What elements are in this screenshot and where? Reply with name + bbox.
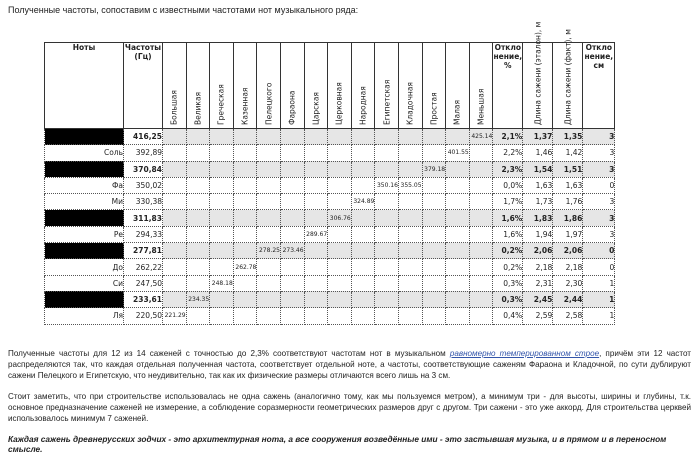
header-category-9-label: Египетская [382, 79, 392, 125]
header-freq: Частоты (Гц) [124, 43, 163, 129]
category-value-cell [257, 145, 281, 161]
header-category-2-label: Греческая [216, 84, 226, 125]
category-value-cell [328, 243, 352, 259]
note-cell: Соль [45, 145, 124, 161]
category-value-cell [163, 275, 187, 291]
category-value-cell [163, 194, 187, 210]
paragraph-text-cont: , причём эти 12 частот распределяются так, что каждая отдельная полученная частота, соответствует отдельной ноте, а частоты, соответствующие саженям Фараона и Кладочной, по сути дублируют сажени Пелецкого и Египетскую, что неудивительно, так как их физические размеры отличаются всего лишь на 3 см. [8, 349, 691, 381]
category-value-cell [351, 161, 375, 177]
category-value-cell [210, 308, 234, 324]
length-fact-cell: 1,76 [553, 194, 583, 210]
table-row [45, 145, 615, 161]
category-value-cell [351, 226, 375, 242]
category-value-cell [280, 194, 304, 210]
deviation-pct-cell: 0,0% [493, 177, 523, 193]
category-value-cell [422, 129, 446, 145]
category-value-cell [280, 226, 304, 242]
table-row [45, 210, 615, 226]
deviation-cm-cell: 1 [583, 291, 615, 307]
category-value-cell [210, 291, 234, 307]
header-category-11 [422, 43, 446, 129]
category-value-cell: 273.46 [280, 243, 304, 259]
category-value-cell [257, 161, 281, 177]
table-row [45, 226, 615, 242]
header-category-1 [186, 43, 210, 129]
category-value-cell [398, 161, 422, 177]
category-value-cell [186, 145, 210, 161]
length-etalon-cell: 2,31 [523, 275, 553, 291]
category-value-cell [280, 308, 304, 324]
category-value-cell: 324.89 [351, 194, 375, 210]
category-value-cell [233, 291, 257, 307]
length-etalon-cell: 2,06 [523, 243, 553, 259]
category-value-cell [210, 259, 234, 275]
category-value-cell [233, 275, 257, 291]
category-value-cell [186, 177, 210, 193]
note-cell [45, 129, 124, 145]
category-value-cell [446, 291, 470, 307]
category-value-cell [163, 243, 187, 259]
category-value-cell [469, 243, 493, 259]
category-value-cell [163, 129, 187, 145]
paragraph-text: Полученные частоты для 12 из 14 саженей с точностью до 2,3% соответствуют частотам нот в музыкальном [8, 349, 450, 358]
header-category-3 [233, 43, 257, 129]
category-value-cell [422, 210, 446, 226]
category-value-cell [398, 194, 422, 210]
length-fact-cell: 1,42 [553, 145, 583, 161]
deviation-pct-cell: 0,3% [493, 275, 523, 291]
table-row [45, 259, 615, 275]
category-value-cell [446, 243, 470, 259]
header-category-4-label: Пелецкого [264, 82, 274, 125]
category-value-cell [163, 145, 187, 161]
category-value-cell [186, 243, 210, 259]
category-value-cell [233, 308, 257, 324]
header-length-etalon-label: Длина сажени (эталон), м [533, 21, 543, 125]
category-value-cell: 262.78 [233, 259, 257, 275]
header-category-2 [210, 43, 234, 129]
category-value-cell [304, 259, 328, 275]
category-value-cell [351, 308, 375, 324]
length-etalon-cell: 1,63 [523, 177, 553, 193]
category-value-cell [163, 210, 187, 226]
header-category-13 [469, 43, 493, 129]
length-fact-cell: 1,51 [553, 161, 583, 177]
category-value-cell [328, 129, 352, 145]
length-fact-cell: 1,35 [553, 129, 583, 145]
length-etalon-cell: 1,83 [523, 210, 553, 226]
table-row [45, 243, 615, 259]
category-value-cell [280, 161, 304, 177]
category-value-cell [304, 194, 328, 210]
table-row [45, 129, 615, 145]
table-row [45, 291, 615, 307]
category-value-cell [328, 259, 352, 275]
header-category-10 [398, 43, 422, 129]
category-value-cell [351, 210, 375, 226]
category-value-cell [233, 226, 257, 242]
category-value-cell [304, 161, 328, 177]
category-value-cell [280, 129, 304, 145]
category-value-cell [398, 210, 422, 226]
frequency-table [44, 21, 615, 325]
category-value-cell [163, 177, 187, 193]
category-value-cell [422, 226, 446, 242]
category-value-cell [446, 259, 470, 275]
category-value-cell [469, 210, 493, 226]
note-cell: Ре [45, 226, 124, 242]
header-category-8 [351, 43, 375, 129]
category-value-cell [257, 275, 281, 291]
header-category-13-label: Меньшая [476, 88, 486, 125]
category-value-cell: 306.76 [328, 210, 352, 226]
category-value-cell [186, 129, 210, 145]
header-category-4 [257, 43, 281, 129]
category-value-cell [233, 210, 257, 226]
deviation-pct-cell: 0,2% [493, 259, 523, 275]
category-value-cell [375, 308, 399, 324]
header-category-12 [446, 43, 470, 129]
category-value-cell [328, 177, 352, 193]
category-value-cell [398, 308, 422, 324]
category-value-cell [375, 259, 399, 275]
frequency-cell: 330,38 [124, 194, 163, 210]
category-value-cell [398, 243, 422, 259]
length-etalon-cell: 2,45 [523, 291, 553, 307]
category-value-cell [446, 177, 470, 193]
length-fact-cell: 2,06 [553, 243, 583, 259]
category-value-cell [210, 243, 234, 259]
length-etalon-cell: 1,54 [523, 161, 553, 177]
category-value-cell [280, 177, 304, 193]
category-value-cell [257, 259, 281, 275]
length-etalon-cell: 1,37 [523, 129, 553, 145]
category-value-cell: 350.16 [375, 177, 399, 193]
category-value-cell [446, 161, 470, 177]
category-value-cell [469, 308, 493, 324]
category-value-cell [257, 129, 281, 145]
note-cell: Фа [45, 177, 124, 193]
deviation-pct-cell: 2,1% [493, 129, 523, 145]
category-value-cell [163, 291, 187, 307]
category-value-cell: 401.55 [446, 145, 470, 161]
deviation-pct-cell: 2,2% [493, 145, 523, 161]
category-value-cell [422, 194, 446, 210]
deviation-pct-cell: 1,7% [493, 194, 523, 210]
category-value-cell [351, 291, 375, 307]
category-value-cell [351, 145, 375, 161]
category-value-cell [422, 291, 446, 307]
category-value-cell: 248.18 [210, 275, 234, 291]
deviation-pct-cell: 0,2% [493, 243, 523, 259]
conclusion-text: Каждая сажень древнерусских зодчих - это архитектурная нота, а все сооружения возведённые ими - это застывшая музыка, и в прямом и в переносном смысле. [8, 434, 667, 454]
note-cell: Ми [45, 194, 124, 210]
category-value-cell [210, 129, 234, 145]
deviation-cm-cell: 1 [583, 308, 615, 324]
deviation-cm-cell: 3 [583, 129, 615, 145]
category-value-cell [469, 161, 493, 177]
deviation-cm-cell: 1 [583, 275, 615, 291]
category-value-cell [304, 291, 328, 307]
category-value-cell [210, 226, 234, 242]
length-etalon-cell: 2,59 [523, 308, 553, 324]
category-value-cell [280, 145, 304, 161]
category-value-cell [351, 259, 375, 275]
deviation-pct-cell: 2,3% [493, 161, 523, 177]
category-value-cell [469, 226, 493, 242]
category-value-cell [469, 291, 493, 307]
length-fact-cell: 2,18 [553, 259, 583, 275]
category-value-cell [328, 291, 352, 307]
table-row [45, 194, 615, 210]
header-length-fact-label: Длина сажени (факт), м [563, 29, 573, 125]
category-value-cell [375, 194, 399, 210]
length-etalon-cell: 1,46 [523, 145, 553, 161]
deviation-cm-cell: 3 [583, 194, 615, 210]
category-value-cell [422, 259, 446, 275]
note-cell [45, 291, 124, 307]
deviation-pct-cell: 1,6% [493, 226, 523, 242]
header-length-fact [553, 29, 583, 129]
category-value-cell [233, 243, 257, 259]
category-value-cell [186, 210, 210, 226]
category-value-cell [328, 308, 352, 324]
header-category-11-label: Простая [429, 92, 439, 125]
length-fact-cell: 1,63 [553, 177, 583, 193]
frequency-cell: 277,81 [124, 243, 163, 259]
category-value-cell: 425.14 [469, 129, 493, 145]
category-value-cell [186, 226, 210, 242]
length-fact-cell: 2,30 [553, 275, 583, 291]
deviation-cm-cell: 3 [583, 226, 615, 242]
category-value-cell [304, 275, 328, 291]
category-value-cell [304, 145, 328, 161]
category-value-cell [328, 275, 352, 291]
category-value-cell [446, 129, 470, 145]
table-row [45, 308, 615, 324]
category-value-cell [186, 308, 210, 324]
header-category-10-label: Кладочная [405, 82, 415, 125]
category-value-cell [375, 210, 399, 226]
category-value-cell [186, 161, 210, 177]
deviation-pct-cell: 1,6% [493, 210, 523, 226]
header-category-0-label: Большая [169, 90, 179, 125]
deviation-cm-cell: 3 [583, 210, 615, 226]
category-value-cell: 355.05 [398, 177, 422, 193]
category-value-cell [446, 194, 470, 210]
category-value-cell [186, 259, 210, 275]
category-value-cell [210, 194, 234, 210]
category-value-cell [351, 129, 375, 145]
table-header-row [45, 43, 615, 129]
category-value-cell [210, 210, 234, 226]
category-value-cell [210, 145, 234, 161]
category-value-cell [328, 161, 352, 177]
header-deviation-pct: Откло нение, % [493, 43, 523, 129]
note-cell [45, 161, 124, 177]
header-category-5 [280, 43, 304, 129]
category-value-cell [233, 177, 257, 193]
category-value-cell [304, 177, 328, 193]
category-value-cell [422, 275, 446, 291]
category-value-cell [422, 308, 446, 324]
length-etalon-cell: 2,18 [523, 259, 553, 275]
deviation-cm-cell: 0 [583, 259, 615, 275]
length-fact-cell: 2,58 [553, 308, 583, 324]
category-value-cell [328, 194, 352, 210]
category-value-cell: 289.67 [304, 226, 328, 242]
category-value-cell [304, 243, 328, 259]
length-fact-cell: 2,44 [553, 291, 583, 307]
category-value-cell: 234.35 [186, 291, 210, 307]
category-value-cell [233, 161, 257, 177]
category-value-cell [446, 210, 470, 226]
paragraph-frequencies [8, 348, 691, 382]
frequency-cell: 370,84 [124, 161, 163, 177]
category-value-cell [280, 275, 304, 291]
category-value-cell [257, 291, 281, 307]
category-value-cell [328, 226, 352, 242]
category-value-cell [375, 226, 399, 242]
category-value-cell [351, 177, 375, 193]
category-value-cell [375, 145, 399, 161]
frequency-cell: 416,25 [124, 129, 163, 145]
header-category-7-label: Церковная [334, 82, 344, 125]
header-category-9 [375, 43, 399, 129]
deviation-cm-cell: 0 [583, 243, 615, 259]
header-category-6 [304, 43, 328, 129]
note-cell: Ля [45, 308, 124, 324]
category-value-cell [304, 210, 328, 226]
category-value-cell [163, 226, 187, 242]
category-value-cell [186, 275, 210, 291]
category-value-cell [304, 129, 328, 145]
category-value-cell [375, 129, 399, 145]
category-value-cell [469, 194, 493, 210]
header-deviation-cm: Откло нение, см [583, 43, 615, 129]
category-value-cell [398, 275, 422, 291]
category-value-cell [280, 259, 304, 275]
header-category-0 [163, 43, 187, 129]
header-category-3-label: Казенная [240, 87, 250, 125]
frequency-cell: 233,61 [124, 291, 163, 307]
category-value-cell: 379.18 [422, 161, 446, 177]
category-value-cell [398, 291, 422, 307]
frequency-cell: 350,02 [124, 177, 163, 193]
length-etalon-cell: 1,73 [523, 194, 553, 210]
frequency-cell: 247,50 [124, 275, 163, 291]
deviation-pct-cell: 0,3% [493, 291, 523, 307]
category-value-cell [398, 259, 422, 275]
table-row [45, 275, 615, 291]
tempered-scale-link[interactable]: равномерно темперированном строе [449, 349, 600, 358]
category-value-cell [351, 243, 375, 259]
header-length-etalon [523, 21, 553, 129]
category-value-cell [446, 226, 470, 242]
category-value-cell [210, 177, 234, 193]
category-value-cell [446, 308, 470, 324]
deviation-pct-cell: 0,4% [493, 308, 523, 324]
category-value-cell [210, 161, 234, 177]
note-cell: До [45, 259, 124, 275]
frequency-cell: 392,89 [124, 145, 163, 161]
header-category-12-label: Малая [452, 100, 462, 125]
category-value-cell [398, 226, 422, 242]
category-value-cell [233, 145, 257, 161]
category-value-cell [422, 243, 446, 259]
deviation-cm-cell: 3 [583, 145, 615, 161]
paragraph-sazhen: Стоит заметить, что при строительстве использовалась не одна сажень (аналогично тому, как мы пользуемся метром), а минимум три - для высоты, ширины и глубины, т.к. основное предназначение саженей не измерение, а соблюдение соразмерности геометрических размеров друг с другом. Три сажени - это уже аккорд. Для строительства церквей использовалось минимум 7 саженей. [8, 392, 691, 424]
header-category-6-label: Царская [311, 92, 321, 125]
category-value-cell [328, 145, 352, 161]
category-value-cell [375, 161, 399, 177]
note-cell: Си [45, 275, 124, 291]
length-fact-cell: 1,86 [553, 210, 583, 226]
category-value-cell [375, 275, 399, 291]
category-value-cell [233, 194, 257, 210]
category-value-cell [351, 275, 375, 291]
category-value-cell [233, 129, 257, 145]
category-value-cell [257, 226, 281, 242]
frequency-cell: 220,50 [124, 308, 163, 324]
category-value-cell [257, 177, 281, 193]
category-value-cell [257, 210, 281, 226]
frequency-cell: 294,33 [124, 226, 163, 242]
header-notes: Ноты [45, 43, 124, 129]
table-row [45, 177, 615, 193]
length-fact-cell: 1,97 [553, 226, 583, 242]
note-cell [45, 243, 124, 259]
category-value-cell: 221.29 [163, 308, 187, 324]
intro-text: Полученные частоты, сопоставим с известными частотами нот музыкального ряда: [8, 5, 359, 15]
category-value-cell [422, 177, 446, 193]
category-value-cell [304, 308, 328, 324]
category-value-cell [398, 129, 422, 145]
length-etalon-cell: 1,94 [523, 226, 553, 242]
category-value-cell [163, 259, 187, 275]
table-row [45, 161, 615, 177]
category-value-cell [398, 145, 422, 161]
category-value-cell [280, 291, 304, 307]
category-value-cell [375, 291, 399, 307]
category-value-cell [257, 194, 281, 210]
category-value-cell [469, 145, 493, 161]
category-value-cell [375, 243, 399, 259]
header-category-5-label: Фараона [287, 90, 297, 125]
header-category-7 [328, 43, 352, 129]
category-value-cell [186, 194, 210, 210]
deviation-cm-cell: 3 [583, 161, 615, 177]
category-value-cell [163, 161, 187, 177]
frequency-cell: 311,83 [124, 210, 163, 226]
category-value-cell [469, 177, 493, 193]
category-value-cell [469, 259, 493, 275]
header-category-8-label: Народная [358, 86, 368, 125]
category-value-cell [280, 210, 304, 226]
category-value-cell: 278.25 [257, 243, 281, 259]
category-value-cell [446, 275, 470, 291]
note-cell [45, 210, 124, 226]
category-value-cell [257, 308, 281, 324]
header-category-1-label: Великая [193, 91, 203, 125]
deviation-cm-cell: 0 [583, 177, 615, 193]
category-value-cell [422, 145, 446, 161]
category-value-cell [469, 275, 493, 291]
frequency-cell: 262,22 [124, 259, 163, 275]
